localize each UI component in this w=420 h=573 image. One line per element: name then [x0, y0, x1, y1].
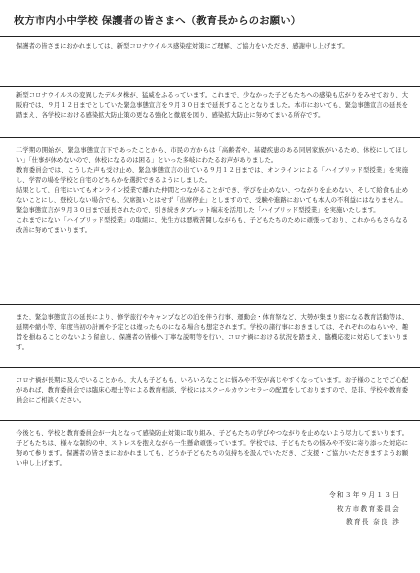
paragraph: 教育委員会では、こうした声も受け止め、緊急事態宣言の出ている９月１２日までは、オンラインによる「ハイブリッド型授業」を実施し、学習の場を学校と自宅のどちらかを選択できるようにしました。 [16, 167, 408, 184]
section-counseling [0, 369, 420, 421]
section-delta-variant [0, 86, 420, 138]
paragraph: 今後とも、学校と教育委員会が一丸となって感染防止対策に取り組み、子どもたちの学びやつながりを止めないよう尽力してまいります。子どもたちは、様々な制約の中、ストレスを抱えながら一生懸命頑張っています。学校では、子どもたちの悩みや不安に寄り添った対応に努めて参ります。保護者の皆さまにおかれましても、どうか子どもたちの気持ちを汲んでいただき、ご支援・ご協力いただきますようお願い申し上げます。 [16, 430, 408, 467]
page-title: 枚方市内小中学校 保護者の皆さまへ（教育長からのお願い） [14, 15, 302, 27]
signature-superintendent: 教育長 奈良 渉 [346, 518, 400, 527]
paragraph: これまでにない「ハイブリッド型授業」の取組に、先生方は悪戦苦闘しながらも、子どもたちのために頑張っており、これからもさらなる改善に努めてまいります。 [16, 217, 408, 234]
paragraph: 新型コロナウイルスの変異したデルタ株が、猛威をふるっています。これまで、少なかった子どもたちへの感染も広がりをみせており、大阪府では、９月１２日までとしていた緊急事態宣言を９月３０日まで延長することとなりました。本市においても、緊急事態宣言の延長を踏まえ、各学校における感染拡大防止策の更なる強化と徹底を図り、感染拡大防止に努めてまいる所存です。 [16, 92, 408, 119]
section-hybrid-classes [0, 140, 420, 305]
paragraph: また、緊急事態宣言の延長により、修学旅行やキャンプなどの泊を伴う行事、運動会・体育祭など、大勢が集まり密になる教育活動等は、延期や縮小等、年度当初の計画や予定とは違ったものになる場合も想定されます。学校の諸行事におきましては、それぞれのねらいや、趣旨を損ねることのないよう留意し、保護者の皆様へ丁寧な説明等を行い、コロナ禍における状況を踏まえ、臨機応変に対応してまいります。 [16, 314, 408, 351]
paragraph: 二学期の開始が、緊急事態宣言下であったことから、市民の方からは「高齢者や、基礎疾患のある同居家族がいるため、休校にしてほしい」「仕事が休めないので、休校になるのは困る」といった多岐にわたるお声がありました。 [16, 147, 408, 164]
section-greeting [0, 36, 420, 87]
section-closing [0, 422, 420, 482]
signature-date: 令和３年９月１３日 [329, 491, 400, 499]
paragraph: 結果として、自宅にいてもオンライン授業で離れた仲間とつながることができ、学びを止めない、つながりを止めない、そして給食も止めないことにし、登校しない場合でも、欠席扱いとはせず「出席停止」としますので、受験や進路においても本人の不利益にはなりません。 [16, 187, 408, 204]
paragraph: コロナ禍が長期に及んでいることから、大人も子どもも、いろいろなことに悩みや不安が高じやすくなっています。お子様のことでご心配があれば、教育委員会では臨床心理士等による教育相談、学校にはスクールカウンセラーの配置をしておりますので、是非、学校や教育委員会にご相談ください。 [16, 377, 408, 404]
signature-block [250, 489, 400, 530]
section-school-events [0, 306, 420, 368]
paragraph: 保護者の皆さまにおかれましては、新型コロナウイルス感染症対策にご理解、ご協力をいただき、感謝申し上げます。 [16, 43, 349, 50]
paragraph: 緊急事態宣言が９月３０日まで延長されたので、引き続きタブレット端末を活用した「ハイブリッド型授業」を実施いたします。 [16, 207, 380, 214]
signature-organization: 枚方市教育委員会 [336, 504, 400, 513]
